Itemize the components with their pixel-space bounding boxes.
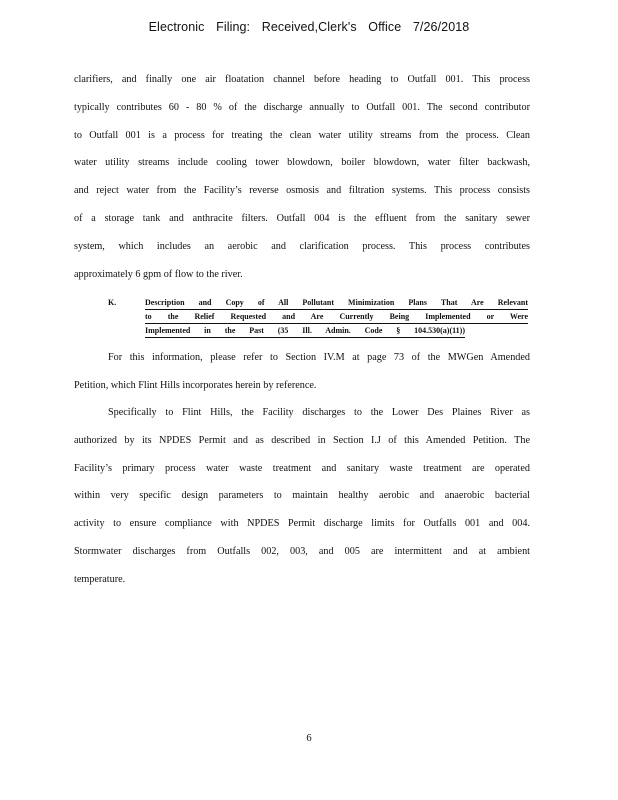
text-line: temperature. xyxy=(74,573,126,585)
heading-line: Implemented in the Past (35 Ill. Admin. Code § 104.530(a)(11)) xyxy=(145,324,465,338)
paragraph-reference xyxy=(74,344,530,400)
text-line: Specifically to Flint Hills, the Facility discharges to the Lower Des Plaines River as xyxy=(108,407,530,418)
paragraph-outfall-processes xyxy=(74,66,530,288)
page-number: 6 xyxy=(306,733,312,744)
text-line: water utility streams include cooling tower blowdown, boiler blowdown, water filter backwash, xyxy=(74,157,530,169)
text-line: within very specific design parameters to maintain healthy aerobic and anaerobic bacterial xyxy=(74,490,530,502)
filing-header: Electronic Filing: Received,Clerk's Office 7/26/2018 xyxy=(148,20,470,34)
text-line: to Outfall 001 is a process for treating the clean water utility streams from the process. Clean xyxy=(74,129,530,141)
text-line: For this information, please refer to Section IV.M at page 73 of the MWGen Amended xyxy=(108,352,530,363)
text-line: of a storage tank and anthracite filters. Outfall 004 is the effluent from the sanitary sewer xyxy=(74,212,530,224)
text-line: Facility’s primary process water waste treatment and sanitary waste treatment are operated xyxy=(74,462,530,474)
text-line: authorized by its NPDES Permit and as described in Section I.J of this Amended Petition. The xyxy=(74,434,530,446)
section-k-letter: K. xyxy=(108,298,117,307)
section-k-heading xyxy=(145,296,528,338)
paragraph-flint-hills xyxy=(74,399,530,594)
text-line: Petition, which Flint Hills incorporates herein by reference. xyxy=(74,379,317,391)
text-line: clarifiers, and finally one air floatation channel before heading to Outfall 001. This process xyxy=(74,74,530,85)
text-line: system, which includes an aerobic and clarification process. This process contributes xyxy=(74,240,530,252)
text-line: approximately 6 gpm of flow to the river. xyxy=(74,268,243,280)
heading-line: to the Relief Requested and Are Currently Being Implemented or Were xyxy=(145,310,528,324)
text-line: Stormwater discharges from Outfalls 002, 003, and 005 are intermittent and at ambient xyxy=(74,545,530,557)
text-line: activity to ensure compliance with NPDES Permit discharge limits for Outfalls 001 and 004. xyxy=(74,518,530,530)
heading-line: Description and Copy of All Pollutant Minimization Plans That Are Relevant xyxy=(145,296,528,310)
text-line: and reject water from the Facility’s reverse osmosis and filtration systems. This process consists xyxy=(74,185,530,197)
text-line: typically contributes 60 - 80 % of the discharge annually to Outfall 001. The second contributor xyxy=(74,101,530,113)
